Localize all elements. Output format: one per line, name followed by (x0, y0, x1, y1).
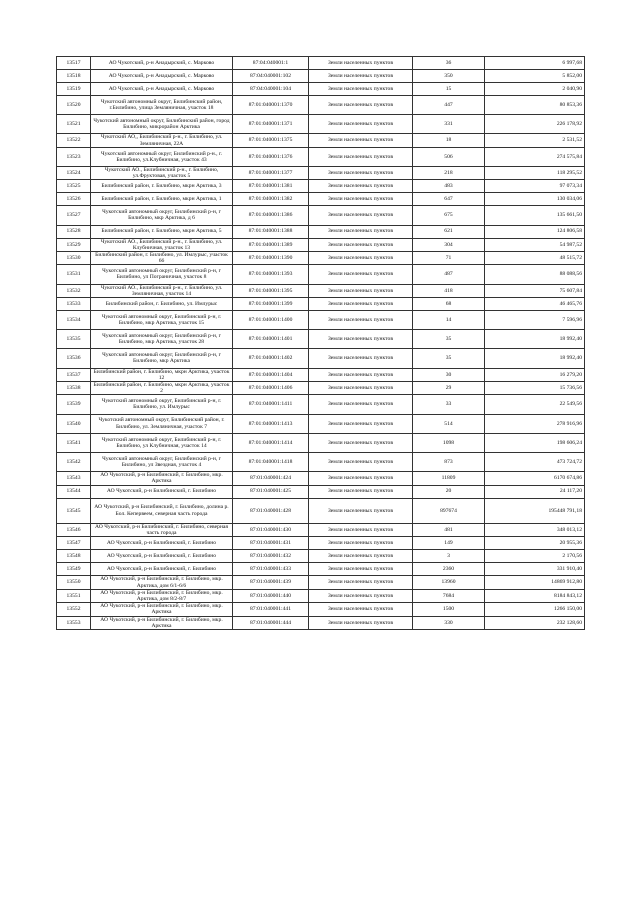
area-cell: 1098 (413, 433, 485, 452)
land-category-cell: Земли населенных пунктов (309, 616, 413, 629)
table-row (57, 96, 585, 115)
row-number-cell: 13552 (57, 603, 91, 616)
cadastral-value-cell: 15 736,56 (485, 381, 585, 394)
land-category-cell: Земли населенных пунктов (309, 498, 413, 523)
cadastral-value-cell: 88 088,56 (485, 265, 585, 284)
cadastral-number-cell: 87:01:040001:433 (233, 563, 309, 576)
cadastral-number-cell: 87:01:040001:428 (233, 498, 309, 523)
address-cell: Чукотский автономный округ, Билибинский р-н, г. Билибино, ул. Имлурыс (91, 395, 233, 414)
row-number-cell: 13529 (57, 238, 91, 251)
table-row (57, 251, 585, 264)
area-cell: 331 (413, 115, 485, 134)
cadastral-value-cell: 18 992,40 (485, 349, 585, 368)
cadastral-number-cell: 87:01:040001:1370 (233, 96, 309, 115)
table-row (57, 498, 585, 523)
cadastral-value-cell: 14869 912,80 (485, 576, 585, 589)
table-row (57, 485, 585, 498)
table-row (57, 225, 585, 238)
land-category-cell: Земли населенных пунктов (309, 70, 413, 83)
address-cell: Чукотский автономный округ, Билибинский р-н, г Билибино, мкр Арктика, д 6 (91, 206, 233, 225)
land-category-cell: Земли населенных пунктов (309, 349, 413, 368)
address-cell: Чукотский автономный округ, Билибинский р-н., г. Билибино, ул.Клубничная, участок 43 (91, 147, 233, 166)
land-category-cell: Земли населенных пунктов (309, 238, 413, 251)
cadastral-number-cell: 87:01:040001:1371 (233, 115, 309, 134)
row-number-cell: 13541 (57, 433, 91, 452)
row-number-cell: 13523 (57, 147, 91, 166)
land-category-cell: Земли населенных пунктов (309, 284, 413, 297)
cadastral-number-cell: 87:01:040001:1411 (233, 395, 309, 414)
address-cell: АО Чукотский, р-н Билибинский, г. Билибино, мкр. Арктика, дом 6/1-6/6 (91, 576, 233, 589)
cadastral-number-cell: 87:01:040001:1414 (233, 433, 309, 452)
cadastral-value-cell: 348 013,12 (485, 523, 585, 536)
cadastral-number-cell: 87:01:040001:1382 (233, 193, 309, 206)
cadastral-number-cell: 87:01:040001:432 (233, 550, 309, 563)
address-cell: Билибинский район, г. Билибино, ул. Имлурыс, участок 66 (91, 251, 233, 264)
cadastral-number-cell: 87:01:040001:430 (233, 523, 309, 536)
row-number-cell: 13521 (57, 115, 91, 134)
land-category-cell: Земли населенных пунктов (309, 297, 413, 310)
cadastral-value-cell: 7 596,96 (485, 310, 585, 329)
area-cell: 33 (413, 395, 485, 414)
cadastral-value-cell: 130 034,06 (485, 193, 585, 206)
address-cell: АО Чукотский, р-н Билибинский, г. Билибино (91, 485, 233, 498)
table-row (57, 563, 585, 576)
row-number-cell: 13549 (57, 563, 91, 576)
address-cell: Билибинский район, г. Билибино, мкрн Арктика, 5 (91, 225, 233, 238)
area-cell: 36 (413, 57, 485, 70)
row-number-cell: 13522 (57, 134, 91, 147)
table-row (57, 330, 585, 349)
address-cell: Чукотский автономный округ, Билибинский район, г. Билибино, ул. Земляничная, участок 7 (91, 414, 233, 433)
row-number-cell: 13536 (57, 349, 91, 368)
cadastral-value-cell: 97 073,34 (485, 180, 585, 193)
address-cell: Чукотский автономный округ, Билибинский р-н, г Билибино, мкр Арктика, участок 28 (91, 330, 233, 349)
row-number-cell: 13525 (57, 180, 91, 193)
land-category-cell: Земли населенных пунктов (309, 550, 413, 563)
cadastral-value-cell: 232 128,60 (485, 616, 585, 629)
cadastral-number-cell: 87:01:040001:1418 (233, 452, 309, 471)
cadastral-number-cell: 87:01:040001:1375 (233, 134, 309, 147)
cadastral-value-cell: 5 852,00 (485, 70, 585, 83)
cadastral-value-cell: 274 575,84 (485, 147, 585, 166)
row-number-cell: 13546 (57, 523, 91, 536)
address-cell: АО Чукотский, р-н Билибинский, г. Билибино (91, 537, 233, 550)
area-cell: 350 (413, 70, 485, 83)
table-row (57, 83, 585, 96)
cadastral-value-cell: 331 910,40 (485, 563, 585, 576)
table-row (57, 550, 585, 563)
land-category-cell: Земли населенных пунктов (309, 485, 413, 498)
address-cell: АО Чукотский, р-н Анадырский, с. Марково (91, 83, 233, 96)
cadastral-value-cell: 46 465,76 (485, 297, 585, 310)
area-cell: 330 (413, 616, 485, 629)
area-cell: 621 (413, 225, 485, 238)
cadastral-number-cell: 87:01:040001:1393 (233, 265, 309, 284)
address-cell: Чукотский автономный округ, Билибинский р-н, г. Билибино, ул Клубничная, участок 14 (91, 433, 233, 452)
area-cell: 418 (413, 284, 485, 297)
land-category-cell: Земли населенных пунктов (309, 57, 413, 70)
table-row (57, 616, 585, 629)
cadastral-value-cell: 2 170,56 (485, 550, 585, 563)
row-number-cell: 13550 (57, 576, 91, 589)
area-cell: 68 (413, 297, 485, 310)
land-registry-table (56, 56, 585, 630)
address-cell: АО Чукотский, р-н Билибинский, г. Билибино, мкр. Арктика (91, 616, 233, 629)
land-category-cell: Земли населенных пунктов (309, 563, 413, 576)
address-cell: Чукотский автономный округ, Билибинский р-н, г Билибино, ул Звездная, участок 4 (91, 452, 233, 471)
cadastral-value-cell: 1266 150,00 (485, 603, 585, 616)
area-cell: 18 (413, 134, 485, 147)
cadastral-number-cell: 87:01:040001:424 (233, 472, 309, 485)
area-cell: 14 (413, 310, 485, 329)
table-row (57, 310, 585, 329)
table-row (57, 395, 585, 414)
land-category-cell: Земли населенных пунктов (309, 180, 413, 193)
row-number-cell: 13520 (57, 96, 91, 115)
address-cell: Чукотский АО., Билибинский р-н., г. Билибино, ул. Земляничная, участок 14 (91, 284, 233, 297)
cadastral-number-cell: 87:01:040001:1413 (233, 414, 309, 433)
land-category-cell: Земли населенных пунктов (309, 537, 413, 550)
cadastral-value-cell: 195448 791,18 (485, 498, 585, 523)
table-row (57, 70, 585, 83)
cadastral-value-cell: 118 295,52 (485, 166, 585, 179)
cadastral-value-cell: 20 955,36 (485, 537, 585, 550)
area-cell: 1500 (413, 603, 485, 616)
land-category-cell: Земли населенных пунктов (309, 452, 413, 471)
cadastral-value-cell: 24 117,20 (485, 485, 585, 498)
address-cell: АО Чукотский, р-н Билибинский, г. Билибино (91, 563, 233, 576)
row-number-cell: 13532 (57, 284, 91, 297)
row-number-cell: 13531 (57, 265, 91, 284)
address-cell: Чукотский автономный округ, Билибинский р-н, г Билибино, мкр Арктика (91, 349, 233, 368)
table-row (57, 472, 585, 485)
table-row (57, 433, 585, 452)
area-cell: 71 (413, 251, 485, 264)
table-row (57, 238, 585, 251)
cadastral-number-cell: 87:01:040001:1389 (233, 238, 309, 251)
land-category-cell: Земли населенных пунктов (309, 603, 413, 616)
address-cell: Чукотский автономный округ, Билибинский р-н, г Билибино, ул Пограничная, участок 8 (91, 265, 233, 284)
area-cell: 506 (413, 147, 485, 166)
land-category-cell: Земли населенных пунктов (309, 381, 413, 394)
cadastral-value-cell: 124 806,58 (485, 225, 585, 238)
land-category-cell: Земли населенных пунктов (309, 225, 413, 238)
row-number-cell: 13553 (57, 616, 91, 629)
cadastral-number-cell: 87:01:040001:1376 (233, 147, 309, 166)
cadastral-value-cell: 226 178,92 (485, 115, 585, 134)
land-category-cell: Земли населенных пунктов (309, 251, 413, 264)
table-row (57, 589, 585, 602)
table-row (57, 349, 585, 368)
land-registry-sheet (56, 56, 584, 630)
table-row (57, 576, 585, 589)
cadastral-value-cell: 2 531,52 (485, 134, 585, 147)
table-row (57, 523, 585, 536)
land-category-cell: Земли населенных пунктов (309, 368, 413, 381)
cadastral-number-cell: 87:01:040001:425 (233, 485, 309, 498)
land-category-cell: Земли населенных пунктов (309, 134, 413, 147)
address-cell: Чукотский автономный округ, Билибинский район, город Билибино, микрорайон Арктика (91, 115, 233, 134)
cadastral-number-cell: 87:04:040001:102 (233, 70, 309, 83)
cadastral-number-cell: 87:01:040001:1395 (233, 284, 309, 297)
cadastral-number-cell: 87:01:040001:439 (233, 576, 309, 589)
land-category-cell: Земли населенных пунктов (309, 206, 413, 225)
cadastral-value-cell: 6170 674,86 (485, 472, 585, 485)
row-number-cell: 13543 (57, 472, 91, 485)
cadastral-value-cell: 2 040,90 (485, 83, 585, 96)
land-category-cell: Земли населенных пунктов (309, 265, 413, 284)
land-category-cell: Земли населенных пунктов (309, 330, 413, 349)
area-cell: 897674 (413, 498, 485, 523)
row-number-cell: 13540 (57, 414, 91, 433)
area-cell: 20 (413, 485, 485, 498)
cadastral-value-cell: 16 279,20 (485, 368, 585, 381)
table-row (57, 147, 585, 166)
address-cell: АО Чукотский, р-н Билибинский, г. Билибино, северная часть города (91, 523, 233, 536)
row-number-cell: 13518 (57, 70, 91, 83)
cadastral-value-cell: 48 515,72 (485, 251, 585, 264)
land-category-cell: Земли населенных пунктов (309, 147, 413, 166)
area-cell: 13960 (413, 576, 485, 589)
cadastral-number-cell: 87:01:040001:1406 (233, 381, 309, 394)
cadastral-number-cell: 87:01:040001:1388 (233, 225, 309, 238)
table-row (57, 414, 585, 433)
address-cell: Билибинский район, г. Билибино, мкрн Арктика, участок 2 (91, 381, 233, 394)
cadastral-value-cell: 135 661,50 (485, 206, 585, 225)
cadastral-value-cell: 8184 843,12 (485, 589, 585, 602)
land-category-cell: Земли населенных пунктов (309, 115, 413, 134)
row-number-cell: 13526 (57, 193, 91, 206)
address-cell: Чукотский АО., Билибинский р-н., г. Билибино, ул.Фруктовая, участок 5 (91, 166, 233, 179)
row-number-cell: 13519 (57, 83, 91, 96)
cadastral-number-cell: 87:01:040001:1399 (233, 297, 309, 310)
cadastral-number-cell: 87:01:040001:441 (233, 603, 309, 616)
row-number-cell: 13547 (57, 537, 91, 550)
row-number-cell: 13528 (57, 225, 91, 238)
table-row (57, 193, 585, 206)
cadastral-value-cell: 473 724,72 (485, 452, 585, 471)
area-cell: 304 (413, 238, 485, 251)
area-cell: 481 (413, 523, 485, 536)
address-cell: АО Чукотский, р-н Билибинский, г. Билибино, мкр. Арктика (91, 472, 233, 485)
table-row (57, 368, 585, 381)
row-number-cell: 13517 (57, 57, 91, 70)
address-cell: АО Чукотский, р-н Билибинский, г. Билибино, мкр. Арктика, дом 8/2-8/7 (91, 589, 233, 602)
area-cell: 487 (413, 265, 485, 284)
address-cell: АО Чукотский, р-н Билибинский, г. Билибино (91, 550, 233, 563)
cadastral-number-cell: 87:01:040001:1390 (233, 251, 309, 264)
table-row (57, 166, 585, 179)
area-cell: 35 (413, 330, 485, 349)
cadastral-number-cell: 87:01:040001:431 (233, 537, 309, 550)
land-category-cell: Земли населенных пунктов (309, 395, 413, 414)
cadastral-value-cell: 6 997,68 (485, 57, 585, 70)
area-cell: 11809 (413, 472, 485, 485)
address-cell: АО Чукотский, р-н Билибинский, г. Билибино, долина р. Бол. Кепервеем, северная часть города (91, 498, 233, 523)
row-number-cell: 13551 (57, 589, 91, 602)
area-cell: 7684 (413, 589, 485, 602)
area-cell: 149 (413, 537, 485, 550)
area-cell: 873 (413, 452, 485, 471)
table-row (57, 206, 585, 225)
row-number-cell: 13530 (57, 251, 91, 264)
area-cell: 483 (413, 180, 485, 193)
row-number-cell: 13524 (57, 166, 91, 179)
cadastral-number-cell: 87:01:040001:1386 (233, 206, 309, 225)
area-cell: 29 (413, 381, 485, 394)
address-cell: Чукотский автономный округ, Билибинский район, г.Билибино, улица Земляничная, участок 18 (91, 96, 233, 115)
cadastral-number-cell: 87:04:040001:104 (233, 83, 309, 96)
table-row (57, 134, 585, 147)
row-number-cell: 13545 (57, 498, 91, 523)
land-category-cell: Земли населенных пунктов (309, 193, 413, 206)
table-row (57, 57, 585, 70)
cadastral-number-cell: 87:04:040001:1 (233, 57, 309, 70)
row-number-cell: 13548 (57, 550, 91, 563)
table-row (57, 284, 585, 297)
cadastral-number-cell: 87:01:040001:1401 (233, 330, 309, 349)
cadastral-value-cell: 54 987,52 (485, 238, 585, 251)
land-category-cell: Земли населенных пунктов (309, 83, 413, 96)
cadastral-value-cell: 80 853,36 (485, 96, 585, 115)
area-cell: 3 (413, 550, 485, 563)
address-cell: Билибинский район, г. Билибино, мкрн Арктика, 1 (91, 193, 233, 206)
cadastral-value-cell: 22 549,56 (485, 395, 585, 414)
cadastral-value-cell: 18 992,40 (485, 330, 585, 349)
row-number-cell: 13539 (57, 395, 91, 414)
table-row (57, 603, 585, 616)
land-category-cell: Земли населенных пунктов (309, 589, 413, 602)
table-row (57, 297, 585, 310)
row-number-cell: 13542 (57, 452, 91, 471)
address-cell: АО Чукотский, р-н Анадырский, с. Марково (91, 70, 233, 83)
area-cell: 30 (413, 368, 485, 381)
cadastral-number-cell: 87:01:040001:1381 (233, 180, 309, 193)
cadastral-number-cell: 87:01:040001:1377 (233, 166, 309, 179)
address-cell: Чукотский АО,, Билибинский р-н., г. Билибино, ул. Земляничная, 22А (91, 134, 233, 147)
table-row (57, 115, 585, 134)
cadastral-number-cell: 87:01:040001:440 (233, 589, 309, 602)
table-row (57, 452, 585, 471)
area-cell: 647 (413, 193, 485, 206)
land-category-cell: Земли населенных пунктов (309, 576, 413, 589)
address-cell: АО Чукотский, р-н Анадырский, с. Марково (91, 57, 233, 70)
land-category-cell: Земли населенных пунктов (309, 414, 413, 433)
table-row (57, 180, 585, 193)
cadastral-number-cell: 87:01:040001:1402 (233, 349, 309, 368)
row-number-cell: 13544 (57, 485, 91, 498)
address-cell: Чукотский АО., Билибинский р-н., г. Билибино, ул. Клубничная, участок 13 (91, 238, 233, 251)
address-cell: Чукотский автономный округ, Билибинский р-н, г. Билибино, мкр Арктика, участок 15 (91, 310, 233, 329)
row-number-cell: 13527 (57, 206, 91, 225)
area-cell: 675 (413, 206, 485, 225)
land-category-cell: Земли населенных пунктов (309, 433, 413, 452)
cadastral-value-cell: 75 607,84 (485, 284, 585, 297)
address-cell: Билибинский район, г. Билибино, мкрн Арктика, участок 12 (91, 368, 233, 381)
cadastral-number-cell: 87:01:040001:444 (233, 616, 309, 629)
land-category-cell: Земли населенных пунктов (309, 310, 413, 329)
table-body (57, 57, 585, 630)
cadastral-number-cell: 87:01:040001:1404 (233, 368, 309, 381)
area-cell: 514 (413, 414, 485, 433)
address-cell: Билибинский район, г. Билибино, мкрн Арктика, 3 (91, 180, 233, 193)
cadastral-number-cell: 87:01:040001:1400 (233, 310, 309, 329)
area-cell: 15 (413, 83, 485, 96)
area-cell: 2360 (413, 563, 485, 576)
land-category-cell: Земли населенных пунктов (309, 166, 413, 179)
row-number-cell: 13534 (57, 310, 91, 329)
address-cell: Билибинский район, г. Билибино, ул. Имлурыс (91, 297, 233, 310)
table-row (57, 265, 585, 284)
address-cell: АО Чукотский, р-н Билибинский, г. Билибино, мкр. Арктика (91, 603, 233, 616)
area-cell: 447 (413, 96, 485, 115)
land-category-cell: Земли населенных пунктов (309, 96, 413, 115)
area-cell: 35 (413, 349, 485, 368)
row-number-cell: 13533 (57, 297, 91, 310)
row-number-cell: 13535 (57, 330, 91, 349)
area-cell: 218 (413, 166, 485, 179)
table-row (57, 381, 585, 394)
land-category-cell: Земли населенных пунктов (309, 472, 413, 485)
cadastral-value-cell: 278 916,96 (485, 414, 585, 433)
row-number-cell: 13537 (57, 368, 91, 381)
table-row (57, 537, 585, 550)
cadastral-value-cell: 198 606,24 (485, 433, 585, 452)
land-category-cell: Земли населенных пунктов (309, 523, 413, 536)
row-number-cell: 13538 (57, 381, 91, 394)
